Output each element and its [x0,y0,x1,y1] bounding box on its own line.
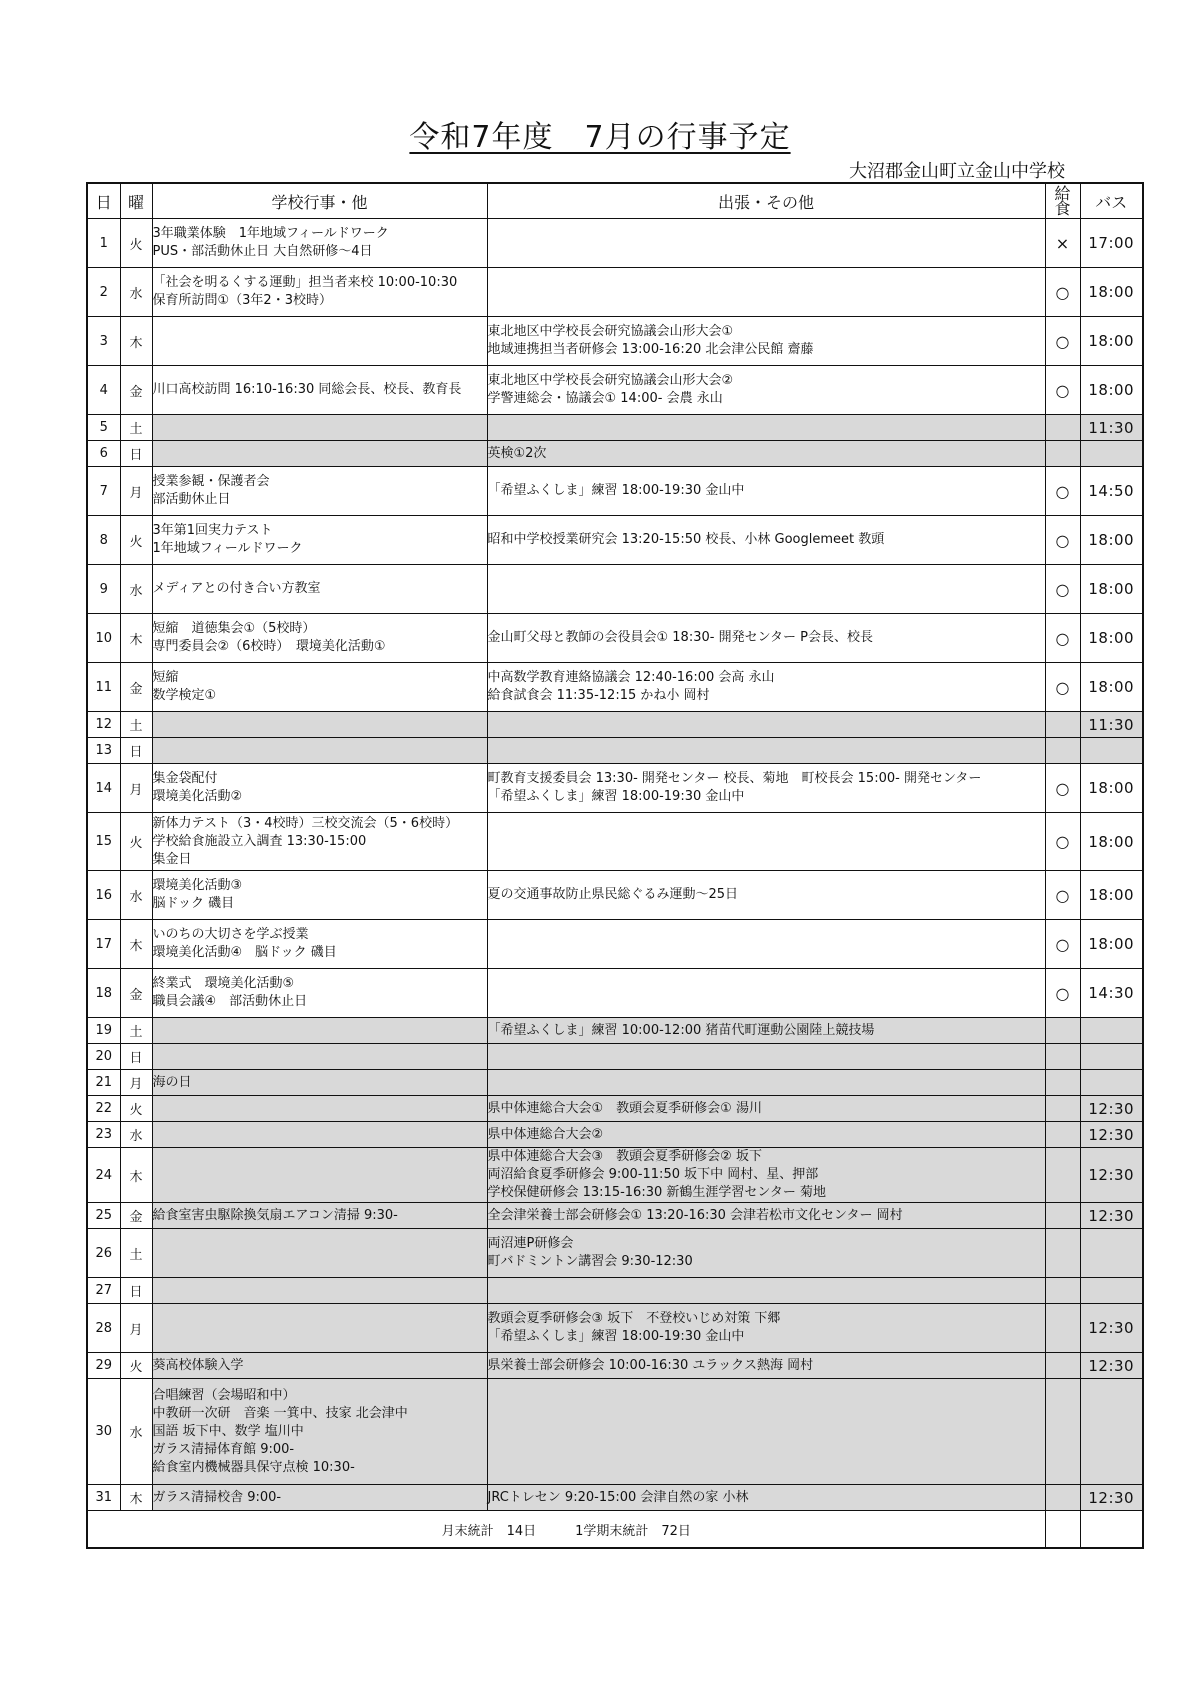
trip-cell [487,1278,1045,1304]
bus-cell: 12:30 [1080,1096,1143,1122]
day-cell: 16 [87,871,120,920]
footer-row [87,1511,1143,1549]
meal-cell [1045,1096,1080,1122]
bus-cell: 12:30 [1080,1304,1143,1353]
dow-cell: 金 [120,366,152,415]
school-event-cell: 終業式 環境美化活動⑤ 職員会議④ 部活動休止日 [152,969,487,1018]
meal-cell: ○ [1045,871,1080,920]
meal-cell [1045,738,1080,764]
trip-cell [487,920,1045,969]
dow-cell: 火 [120,516,152,565]
dow-cell: 木 [120,920,152,969]
day-cell: 13 [87,738,120,764]
bus-cell: 18:00 [1080,920,1143,969]
monthly-stats: 月末統計 14日 1学期末統計 72日 [87,1511,1045,1549]
school-event-cell [152,1278,487,1304]
day-cell: 1 [87,219,120,268]
school-event-cell: 授業参観・保護者会 部活動休止日 [152,467,487,516]
trip-cell: 県中体連総合大会③ 教頭会夏季研修会② 坂下 両沼給食夏季研修会 9:00-11:50 坂下中 岡村、星、押部 学校保健研修会 13:15-16:30 新鶴生涯学習センター 菊地 [487,1148,1045,1203]
header-meal: 給食 [1045,183,1080,219]
school-event-cell: 3年第1回実力テスト 1年地域フィールドワーク [152,516,487,565]
schedule-row [87,467,1143,516]
school-event-cell [152,712,487,738]
trip-cell: JRCトレセン 9:20-15:00 会津自然の家 小林 [487,1485,1045,1511]
day-cell: 29 [87,1353,120,1379]
header-bus: バス [1080,183,1143,219]
day-cell: 9 [87,565,120,614]
school-event-cell: 新体力テスト（3・4校時）三校交流会（5・6校時） 学校給食施設立入調査 13:30-15:00 集金日 [152,813,487,871]
dow-cell: 火 [120,1096,152,1122]
day-cell: 19 [87,1018,120,1044]
bus-cell: 18:00 [1080,268,1143,317]
meal-cell [1045,712,1080,738]
meal-cell [1045,1044,1080,1070]
school-event-cell [152,441,487,467]
school-event-cell [152,1122,487,1148]
schedule-row [87,1018,1143,1044]
day-cell: 8 [87,516,120,565]
dow-cell: 木 [120,1148,152,1203]
school-event-cell [152,1044,487,1070]
dow-cell: 日 [120,1044,152,1070]
meal-cell: ○ [1045,268,1080,317]
schedule-row [87,738,1143,764]
meal-cell: ○ [1045,516,1080,565]
dow-cell: 水 [120,871,152,920]
schedule-row [87,1485,1143,1511]
schedule-row [87,1229,1143,1278]
bus-cell: 14:50 [1080,467,1143,516]
meal-cell: ○ [1045,920,1080,969]
trip-cell: 「希望ふくしま」練習 10:00-12:00 猪苗代町運動公園陸上競技場 [487,1018,1045,1044]
schedule-body [87,219,1143,1511]
dow-cell: 日 [120,1278,152,1304]
day-cell: 15 [87,813,120,871]
school-event-cell: 海の日 [152,1070,487,1096]
meal-cell [1045,1203,1080,1229]
dow-cell: 土 [120,1229,152,1278]
day-cell: 2 [87,268,120,317]
trip-cell: 東北地区中学校長会研究協議会山形大会① 地域連携担当者研修会 13:00-16:20 北会津公民館 齋藤 [487,317,1045,366]
day-cell: 30 [87,1379,120,1485]
schedule-row [87,614,1143,663]
meal-cell: ○ [1045,366,1080,415]
day-cell: 6 [87,441,120,467]
meal-cell [1045,1148,1080,1203]
trip-cell: 県栄養士部会研修会 10:00-16:30 ユラックス熱海 岡村 [487,1353,1045,1379]
trip-cell [487,1044,1045,1070]
trip-cell [487,268,1045,317]
meal-cell [1045,1379,1080,1485]
dow-cell: 土 [120,415,152,441]
schedule-row [87,1379,1143,1485]
day-cell: 5 [87,415,120,441]
dow-cell: 月 [120,467,152,516]
schedule-row [87,871,1143,920]
bus-cell: 18:00 [1080,871,1143,920]
trip-cell [487,415,1045,441]
schedule-row [87,1096,1143,1122]
trip-cell: 昭和中学校授業研究会 13:20-15:50 校長、小林 Googlemeet 教頭 [487,516,1045,565]
school-name: 大沼郡金山町立金山中学校 [849,161,1065,182]
bus-cell: 14:30 [1080,969,1143,1018]
meal-cell [1045,1122,1080,1148]
school-event-cell: 環境美化活動③ 脳ドック 磯目 [152,871,487,920]
meal-cell: ○ [1045,467,1080,516]
schedule-row [87,1304,1143,1353]
dow-cell: 日 [120,738,152,764]
school-event-cell: 3年職業体験 1年地域フィールドワーク PUS・部活動休止日 大自然研修～4日 [152,219,487,268]
trip-cell: 県中体連総合大会① 教頭会夏季研修会① 湯川 [487,1096,1045,1122]
dow-cell: 金 [120,663,152,712]
schedule-row [87,813,1143,871]
school-event-cell: 短縮 道徳集会①（5校時） 専門委員会②（6校時） 環境美化活動① [152,614,487,663]
trip-cell: 夏の交通事故防止県民総ぐるみ運動～25日 [487,871,1045,920]
schedule-table [86,182,1144,1549]
day-cell: 11 [87,663,120,712]
bus-cell: 18:00 [1080,813,1143,871]
day-cell: 28 [87,1304,120,1353]
schedule-row [87,1122,1143,1148]
dow-cell: 水 [120,1379,152,1485]
school-event-cell [152,738,487,764]
school-event-cell: 合唱練習（会場昭和中） 中教研一次研 音楽 一箕中、技家 北会津中 国語 坂下中、数学 塩川中 ガラス清掃体育館 9:00- 給食室内機械器具保守点検 10:30- [152,1379,487,1485]
bus-cell: 12:30 [1080,1148,1143,1203]
dow-cell: 土 [120,712,152,738]
trip-cell [487,565,1045,614]
day-cell: 21 [87,1070,120,1096]
school-event-cell: 給食室害虫駆除換気扇エアコン清掃 9:30- [152,1203,487,1229]
schedule-row [87,712,1143,738]
school-event-cell [152,1096,487,1122]
trip-cell [487,813,1045,871]
dow-cell: 水 [120,565,152,614]
bus-cell: 18:00 [1080,614,1143,663]
trip-cell: 中高数学教育連絡協議会 12:40-16:00 会高 永山 給食試食会 11:35-12:15 かね小 岡村 [487,663,1045,712]
school-event-cell: ガラス清掃校舎 9:00- [152,1485,487,1511]
dow-cell: 火 [120,1353,152,1379]
schedule-row [87,1070,1143,1096]
day-cell: 26 [87,1229,120,1278]
meal-cell: ○ [1045,764,1080,813]
school-event-cell: 川口高校訪問 16:10-16:30 同総会長、校長、教育長 [152,366,487,415]
school-event-cell: メディアとの付き合い方教室 [152,565,487,614]
meal-cell: ○ [1045,565,1080,614]
school-event-cell: 「社会を明るくする運動」担当者来校 10:00-10:30 保育所訪問①（3年2・3校時） [152,268,487,317]
schedule-row [87,219,1143,268]
schedule-row [87,1148,1143,1203]
header-school-events: 学校行事・他 [152,183,487,219]
day-cell: 18 [87,969,120,1018]
schedule-row [87,969,1143,1018]
schedule-row [87,516,1143,565]
trip-cell: 全会津栄養士部会研修会① 13:20-16:30 会津若松市文化センター 岡村 [487,1203,1045,1229]
bus-cell: 18:00 [1080,516,1143,565]
schedule-row [87,1278,1143,1304]
schedule-row [87,366,1143,415]
schedule-row [87,1044,1143,1070]
trip-cell [487,712,1045,738]
dow-cell: 土 [120,1018,152,1044]
bus-cell: 18:00 [1080,764,1143,813]
header-day: 日 [87,183,120,219]
page-title-text: 令和7年度 7月の行事予定 [409,120,791,155]
meal-cell [1045,1304,1080,1353]
bus-cell [1080,1044,1143,1070]
header-trips: 出張・その他 [487,183,1045,219]
meal-cell [1045,1229,1080,1278]
school-event-cell: 葵高校体験入学 [152,1353,487,1379]
meal-cell [1045,1278,1080,1304]
bus-cell [1080,1018,1143,1044]
meal-cell [1045,415,1080,441]
trip-cell [487,738,1045,764]
meal-cell [1045,1485,1080,1511]
schedule-row [87,663,1143,712]
schedule-row [87,1353,1143,1379]
school-event-cell [152,317,487,366]
schedule-row [87,415,1143,441]
dow-cell: 金 [120,1203,152,1229]
meal-cell: ○ [1045,969,1080,1018]
bus-cell: 12:30 [1080,1203,1143,1229]
meal-cell: × [1045,219,1080,268]
bus-cell: 12:30 [1080,1122,1143,1148]
day-cell: 4 [87,366,120,415]
school-event-cell: いのちの大切さを学ぶ授業 環境美化活動④ 脳ドック 磯目 [152,920,487,969]
bus-cell: 18:00 [1080,565,1143,614]
trip-cell: 教頭会夏季研修会③ 坂下 不登校いじめ対策 下郷 「希望ふくしま」練習 18:00-19:30 金山中 [487,1304,1045,1353]
meal-cell [1045,1353,1080,1379]
bus-cell [1080,1278,1143,1304]
dow-cell: 木 [120,317,152,366]
meal-cell: ○ [1045,813,1080,871]
bus-cell [1080,441,1143,467]
schedule-row [87,920,1143,969]
bus-cell: 12:30 [1080,1353,1143,1379]
dow-cell: 金 [120,969,152,1018]
trip-cell [487,219,1045,268]
bus-cell: 12:30 [1080,1485,1143,1511]
bus-cell [1080,738,1143,764]
schedule-row [87,441,1143,467]
dow-cell: 月 [120,1070,152,1096]
dow-cell: 月 [120,764,152,813]
trip-cell [487,1379,1045,1485]
meal-cell: ○ [1045,317,1080,366]
bus-cell [1080,1379,1143,1485]
schedule-row [87,268,1143,317]
meal-cell: ○ [1045,663,1080,712]
dow-cell: 木 [120,1485,152,1511]
dow-cell: 日 [120,441,152,467]
dow-cell: 水 [120,268,152,317]
trip-cell: 両沼連P研修会 町バドミントン講習会 9:30-12:30 [487,1229,1045,1278]
footer-meal-blank [1045,1511,1080,1549]
day-cell: 7 [87,467,120,516]
day-cell: 24 [87,1148,120,1203]
meal-cell [1045,441,1080,467]
dow-cell: 月 [120,1304,152,1353]
bus-cell [1080,1229,1143,1278]
day-cell: 22 [87,1096,120,1122]
day-cell: 23 [87,1122,120,1148]
header-dow: 曜 [120,183,152,219]
trip-cell [487,1070,1045,1096]
day-cell: 10 [87,614,120,663]
trip-cell [487,969,1045,1018]
dow-cell: 火 [120,813,152,871]
day-cell: 25 [87,1203,120,1229]
schedule-row [87,565,1143,614]
school-event-cell [152,415,487,441]
day-cell: 3 [87,317,120,366]
school-event-cell: 集金袋配付 環境美化活動② [152,764,487,813]
trip-cell: 町教育支援委員会 13:30- 開発センター 校長、菊地 町校長会 15:00- 開発センター 「希望ふくしま」練習 18:00-19:30 金山中 [487,764,1045,813]
day-cell: 27 [87,1278,120,1304]
school-event-cell [152,1148,487,1203]
trip-cell: 英検①2次 [487,441,1045,467]
bus-cell: 11:30 [1080,712,1143,738]
bus-cell: 18:00 [1080,317,1143,366]
school-event-cell: 短縮 数学検定① [152,663,487,712]
school-event-cell [152,1304,487,1353]
trip-cell: 県中体連総合大会② [487,1122,1045,1148]
bus-cell [1080,1070,1143,1096]
bus-cell: 18:00 [1080,366,1143,415]
school-event-cell [152,1018,487,1044]
day-cell: 20 [87,1044,120,1070]
schedule-row [87,317,1143,366]
footer-bus-blank [1080,1511,1143,1549]
day-cell: 12 [87,712,120,738]
bus-cell: 18:00 [1080,663,1143,712]
school-event-cell [152,1229,487,1278]
page-title [0,112,1200,156]
trip-cell: 金山町父母と教師の会役員会① 18:30- 開発センター P会長、校長 [487,614,1045,663]
meal-cell [1045,1018,1080,1044]
schedule-row [87,1203,1143,1229]
day-cell: 17 [87,920,120,969]
dow-cell: 木 [120,614,152,663]
meal-cell: ○ [1045,614,1080,663]
bus-cell: 17:00 [1080,219,1143,268]
header-row [87,183,1143,219]
day-cell: 14 [87,764,120,813]
trip-cell: 「希望ふくしま」練習 18:00-19:30 金山中 [487,467,1045,516]
schedule-row [87,764,1143,813]
trip-cell: 東北地区中学校長会研究協議会山形大会② 学警連総会・協議会① 14:00- 会農 永山 [487,366,1045,415]
dow-cell: 火 [120,219,152,268]
day-cell: 31 [87,1485,120,1511]
meal-cell [1045,1070,1080,1096]
bus-cell: 11:30 [1080,415,1143,441]
dow-cell: 水 [120,1122,152,1148]
